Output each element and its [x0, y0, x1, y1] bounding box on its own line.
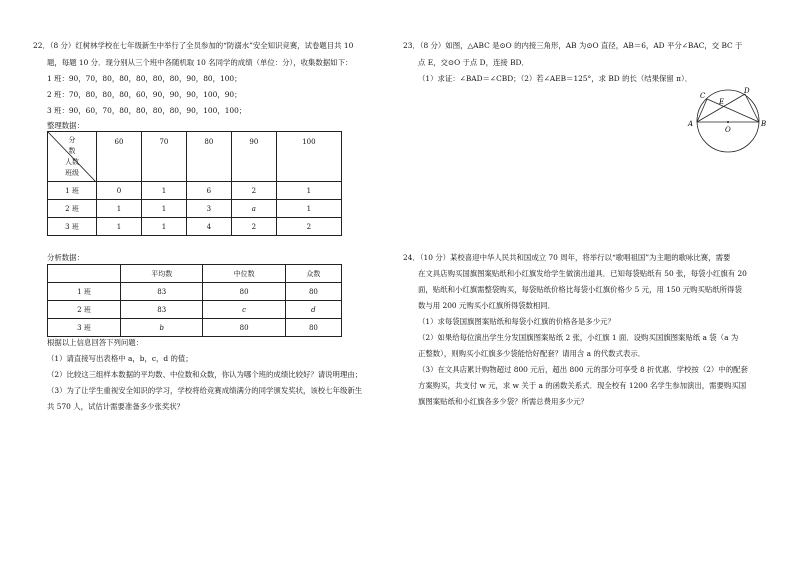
cell: 80: [203, 319, 285, 337]
corner-label-banji: 班级: [65, 168, 79, 177]
q22-intro-line1: 22．（8 分）红树林学校在七年级新生中举行了全员参加的“防溺水”安全知识竞赛，试卷题目共 10: [33, 41, 354, 50]
q22-data-line-3: 3 班：90，60，70，80，80，80，80，90，100，100；: [47, 106, 247, 115]
cell: a: [231, 200, 276, 218]
q23-line2: 点 E，交⊙O 于点 D，连接 BD．: [418, 58, 529, 67]
col-header-mode: 众数: [285, 265, 341, 283]
q24-line-5: （1）求每袋国旗图案贴纸和每袋小红旗的价格各是多少元？: [418, 317, 615, 326]
cell: 1: [276, 200, 341, 218]
q22-frequency-table: [47, 131, 342, 236]
q24-line-2: 在文具店购买国旗图案贴纸和小红旗发给学生做演出道具．已知每袋贴纸有 50 张，每袋小红旗有 20: [418, 269, 747, 278]
row-class: 1 班: [48, 182, 97, 200]
q22-statistics-table: [47, 264, 342, 337]
cell: 4: [186, 218, 231, 236]
cell: 80: [285, 319, 341, 337]
q23-line1: 23．（8 分）如图，△ABC 是⊙O 的内接三角形，AB 为⊙O 直径，AB＝6，AD 平分∠BAC，交 BC 于: [403, 41, 743, 50]
table-row: [48, 218, 342, 236]
col-header-mean: 平均数: [121, 265, 203, 283]
q24-line-6: （2）如果给每位演出学生分发国旗图案贴纸 2 张，小红旗 1 面．设购买国旗图案贴纸 a 袋（a 为: [418, 333, 739, 342]
row-class: 2 班: [48, 301, 121, 319]
table-row: [48, 301, 342, 319]
cell: 1: [97, 200, 142, 218]
cell: 2: [231, 182, 276, 200]
row-class: 3 班: [48, 218, 97, 236]
col-header-90: 90: [231, 132, 276, 182]
q22-answer-intro: 根据以上信息回答下列问题：: [47, 338, 144, 347]
q24-line-10: 旗图案贴纸和小红旗各多少袋？所需总费用多少元？: [418, 397, 588, 406]
center-point-o: [727, 121, 729, 123]
q24-line-7: 正整数），则购买小红旗多少袋能恰好配套？请用含 a 的代数式表示．: [418, 349, 646, 358]
q22-data-line-2: 2 班：70，80，80，80，60，90，90，90，100，90；: [47, 90, 242, 99]
q22-organize-label: 整理数据：: [47, 121, 84, 130]
cell: 83: [121, 301, 203, 319]
col-header-median: 中位数: [203, 265, 285, 283]
q24-line-8: （3）在文具店累计购物超过 800 元后，超出 800 元的部分可享受 8 折优惠．学校按（2）中的配套: [418, 365, 748, 374]
label-a: A: [688, 120, 694, 128]
cell: 2: [231, 218, 276, 236]
cell: 0: [97, 182, 142, 200]
q22-data-line-1: 1 班：90，70，80，80，80，80，80，90，80，100；: [47, 74, 242, 83]
table-corner-empty: [48, 265, 121, 283]
cell: 80: [285, 283, 341, 301]
corner-label-renshu: 人数: [65, 157, 79, 166]
col-header-60: 60: [97, 132, 142, 182]
segment-bd: [745, 94, 759, 122]
corner-label-fen: 分: [68, 135, 76, 144]
cell: 1: [97, 218, 142, 236]
table-row: [48, 182, 342, 200]
q24-line-1: 24．（10 分）某校喜迎中华人民共和国成立 70 周年，将举行以“歌唱祖国”为主题的歌咏比赛，需要: [403, 253, 731, 262]
q22-part-3-line2: 共 570 人，试估计需要准备多少张奖状？: [47, 402, 185, 411]
cell: 6: [186, 182, 231, 200]
table-row: [48, 200, 342, 218]
cell: 83: [121, 283, 203, 301]
cell: 1: [141, 182, 186, 200]
row-class: 3 班: [48, 319, 121, 337]
col-header-80: 80: [186, 132, 231, 182]
q24-line-3: 面，贴纸和小红旗需整袋购买，每袋贴纸价格比每袋小红旗价格少 5 元，用 150 元购买贴纸所得袋: [418, 285, 742, 294]
cell: 2: [276, 218, 341, 236]
cell: b: [121, 319, 203, 337]
table-row: [48, 319, 342, 337]
label-e: E: [719, 98, 725, 106]
cell: c: [203, 301, 285, 319]
cell: 1: [141, 218, 186, 236]
label-b: B: [761, 120, 767, 128]
label-o: O: [725, 126, 731, 134]
cell: 3: [186, 200, 231, 218]
q22-part-2: （2）比较这三组样本数据的平均数、中位数和众数，你认为哪个班的成绩比较好？请说明理由；: [47, 370, 363, 379]
label-d: D: [744, 87, 750, 95]
table-row: [48, 283, 342, 301]
q24-line-4: 数与用 200 元购买小红旗所得袋数相同．: [418, 301, 556, 310]
cell: 1: [276, 182, 341, 200]
col-header-70: 70: [141, 132, 186, 182]
cell: 1: [141, 200, 186, 218]
q24-line-9: 方案购买，共支付 w 元，求 w 关于 a 的函数关系式．现全校有 1200 名学生参加演出，需要购买国: [418, 381, 747, 390]
label-c: C: [700, 92, 706, 100]
corner-diagonal: [48, 132, 96, 182]
q22-part-1: （1）请直接写出表格中 a，b，c，d 的值；: [47, 354, 193, 363]
cell: 80: [203, 283, 285, 301]
q23-circle-figure: [681, 86, 771, 156]
corner-label-shu: 数: [68, 146, 76, 155]
table-corner-header: [48, 132, 97, 182]
col-header-100: 100: [276, 132, 341, 182]
q22-part-3-line1: （3）为了让学生重视安全知识的学习，学校将给竞赛成绩满分的同学颁发奖状，该校七年级新生: [47, 386, 363, 395]
q22-analyze-label: 分析数据：: [47, 253, 84, 262]
q23-line3: （1）求证：∠BAD＝∠CBD；（2）若∠AEB＝125°，求 BD 的长（结果保留 π）．: [418, 74, 693, 83]
row-class: 2 班: [48, 200, 97, 218]
cell: d: [285, 301, 341, 319]
row-class: 1 班: [48, 283, 121, 301]
segment-cb: [707, 99, 759, 122]
q22-intro-line2: 题，每题 10 分．现分别从三个班中各随机取 10 名同学的成绩（单位：分），收集数据如下：: [47, 58, 353, 67]
